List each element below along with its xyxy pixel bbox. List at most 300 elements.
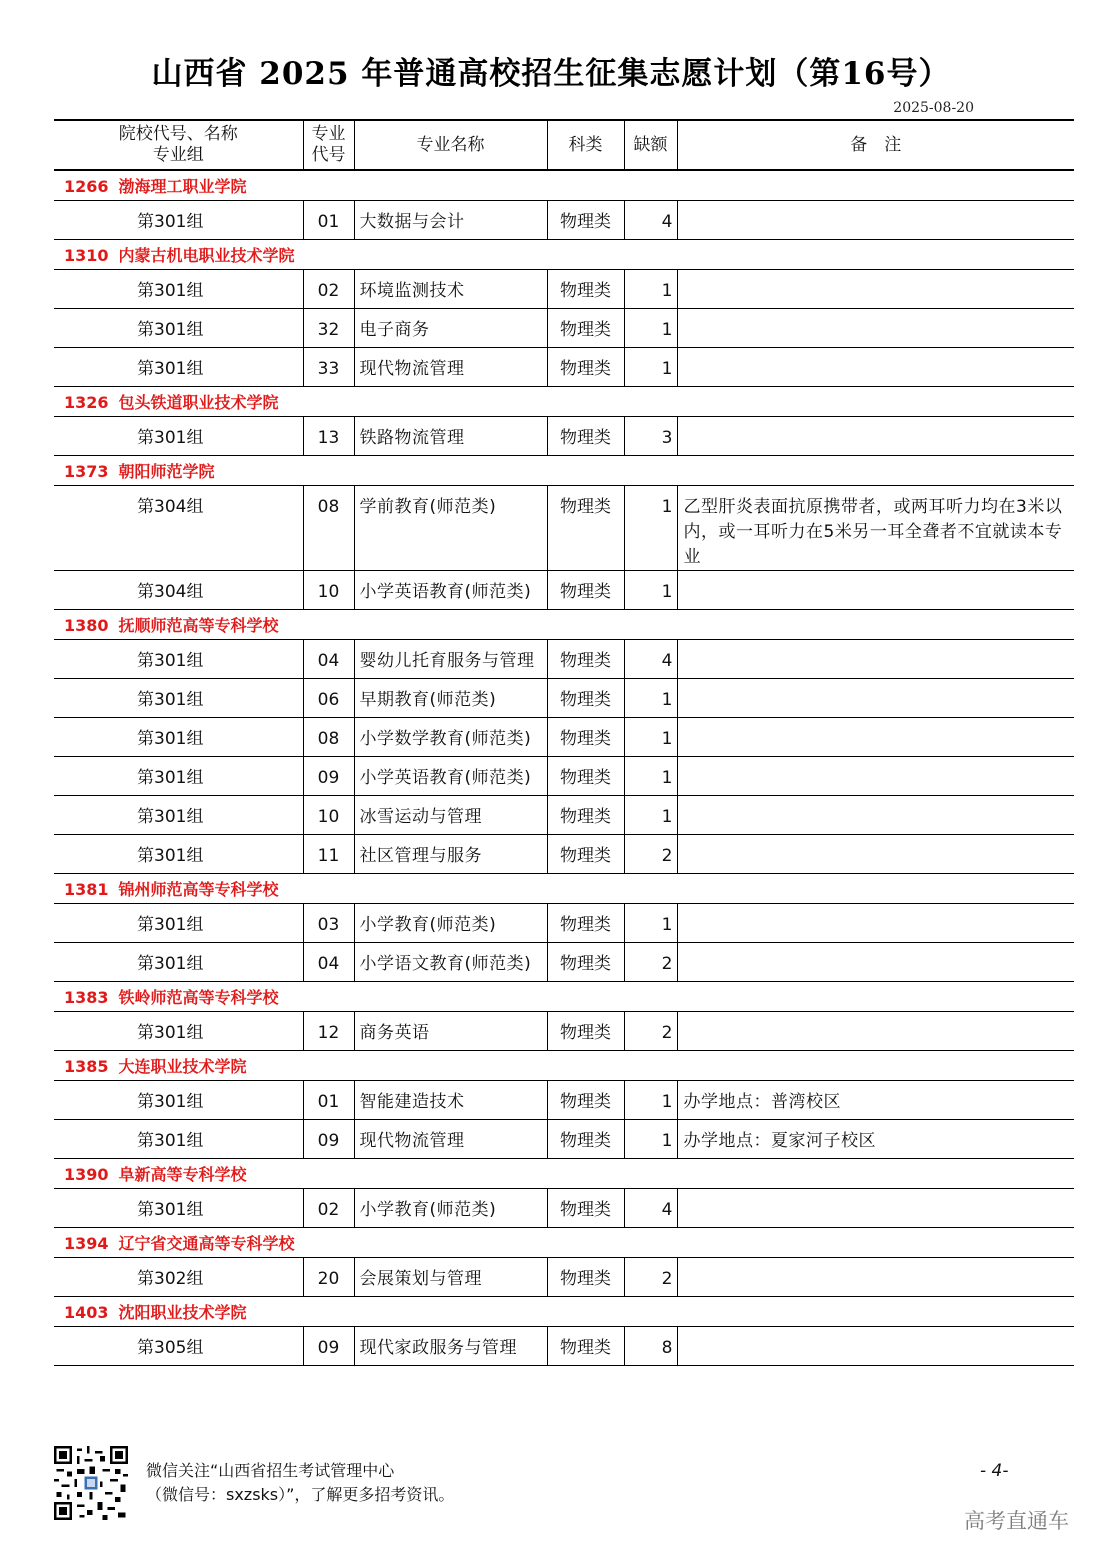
subject-category-cell	[547, 1327, 624, 1366]
subject-category-cell	[547, 835, 624, 874]
major-code-cell	[303, 486, 354, 571]
major-name-cell	[354, 757, 547, 796]
major-row	[54, 201, 1074, 240]
remark-cell	[677, 757, 1074, 796]
major-code-cell	[303, 201, 354, 240]
remark	[678, 718, 1075, 727]
major-group: 第301组	[137, 915, 204, 935]
major-group: 第302组	[137, 1269, 204, 1289]
major-group: 第301组	[137, 1131, 204, 1151]
remark: 办学地点：夏家河子校区	[683, 1131, 876, 1151]
vacancy-count: 4	[661, 212, 673, 232]
header-code-line2: 代号	[311, 145, 346, 165]
major-row	[54, 835, 1074, 874]
major-code: 33	[317, 359, 340, 379]
school-header-cell	[54, 1159, 1074, 1189]
subject-category: 物理类	[560, 729, 611, 749]
school-code: 1373	[64, 462, 109, 481]
subject-category-cell	[547, 904, 624, 943]
major-group-cell	[54, 640, 303, 679]
school-name: 抚顺师范高等专科学校	[118, 616, 279, 635]
remark	[678, 201, 1075, 210]
major-group-cell	[54, 270, 303, 309]
major-name: 铁路物流管理	[359, 428, 465, 448]
major-name: 学前教育(师范类)	[359, 497, 497, 517]
vacancy-count-cell	[624, 835, 677, 874]
header-school-line2: 专业组	[152, 145, 204, 165]
major-code-cell	[303, 796, 354, 835]
school-header-cell	[54, 240, 1074, 270]
footer-line1: 微信关注“山西省招生考试管理中心	[146, 1461, 395, 1480]
school-name: 渤海理工职业学院	[118, 177, 247, 196]
major-name: 社区管理与服务	[359, 846, 482, 866]
major-name: 婴幼儿托育服务与管理	[359, 651, 535, 671]
vacancy-count-cell	[624, 943, 677, 982]
remark-cell	[677, 201, 1074, 240]
major-group: 第301组	[137, 320, 204, 340]
major-group: 第301组	[137, 1200, 204, 1220]
subject-category: 物理类	[560, 359, 611, 379]
remark-cell	[677, 835, 1074, 874]
subject-category-cell	[547, 571, 624, 610]
subject-category-cell	[547, 679, 624, 718]
major-name-cell	[354, 309, 547, 348]
major-code: 01	[317, 1092, 340, 1112]
vacancy-count: 1	[661, 320, 673, 340]
remark	[678, 835, 1075, 844]
subject-category-cell	[547, 757, 624, 796]
subject-category: 物理类	[560, 428, 611, 448]
major-code: 10	[317, 582, 340, 602]
major-name-cell	[354, 1120, 547, 1159]
major-name: 早期教育(师范类)	[359, 690, 497, 710]
vacancy-count: 1	[661, 497, 673, 517]
remark-cell	[677, 1081, 1074, 1120]
header-school	[54, 120, 303, 170]
remark	[678, 943, 1075, 952]
subject-category: 物理类	[560, 1131, 611, 1151]
remark-cell	[677, 348, 1074, 387]
vacancy-count-cell	[624, 417, 677, 456]
major-name-cell	[354, 718, 547, 757]
major-group-cell	[54, 679, 303, 718]
subject-category-cell	[547, 348, 624, 387]
remark-cell	[677, 1327, 1074, 1366]
school-row	[54, 170, 1074, 201]
remark	[678, 1327, 1075, 1336]
remark-cell	[677, 486, 1074, 571]
major-code: 08	[317, 729, 340, 749]
subject-category-cell	[547, 943, 624, 982]
major-code: 04	[317, 954, 340, 974]
school-row	[54, 240, 1074, 270]
vacancy-count: 4	[661, 651, 673, 671]
subject-category: 物理类	[560, 582, 611, 602]
school-row	[54, 456, 1074, 486]
major-row	[54, 943, 1074, 982]
school-row	[54, 387, 1074, 417]
remark-cell	[677, 1258, 1074, 1297]
remark: 乙型肝炎表面抗原携带者，或两耳听力均在3米以内，或一耳听力在5米另一耳全聋者不宜就读本专业	[683, 497, 1063, 567]
major-group: 第305组	[137, 1338, 204, 1358]
major-name-cell	[354, 835, 547, 874]
major-code-cell	[303, 1081, 354, 1120]
school-name: 朝阳师范学院	[118, 462, 215, 481]
major-group-cell	[54, 309, 303, 348]
remark-cell	[677, 718, 1074, 757]
school-header-cell	[54, 1228, 1074, 1258]
school-header-cell	[54, 1051, 1074, 1081]
major-row	[54, 757, 1074, 796]
major-group: 第304组	[137, 582, 204, 602]
major-name-cell	[354, 486, 547, 571]
major-code-cell	[303, 571, 354, 610]
school-header-cell	[54, 170, 1074, 201]
major-name-cell	[354, 417, 547, 456]
vacancy-count: 4	[661, 1200, 673, 1220]
school-code: 1326	[64, 393, 109, 412]
header-code-line1: 专业	[311, 124, 346, 144]
remark-cell	[677, 309, 1074, 348]
major-name-cell	[354, 270, 547, 309]
major-code-cell	[303, 943, 354, 982]
remark	[678, 270, 1075, 279]
major-code: 09	[317, 768, 340, 788]
major-group-cell	[54, 718, 303, 757]
school-code: 1403	[64, 1303, 109, 1322]
major-row	[54, 640, 1074, 679]
major-code: 04	[317, 651, 340, 671]
subject-category-cell	[547, 796, 624, 835]
vacancy-count: 8	[661, 1338, 673, 1358]
subject-category-cell	[547, 270, 624, 309]
major-code: 02	[317, 1200, 340, 1220]
major-name: 小学英语教育(师范类)	[359, 768, 532, 788]
major-name-cell	[354, 679, 547, 718]
major-code-cell	[303, 1327, 354, 1366]
school-name: 内蒙古机电职业技术学院	[118, 246, 295, 265]
remark	[678, 1189, 1075, 1198]
vacancy-count: 1	[661, 281, 673, 301]
major-code-cell	[303, 270, 354, 309]
major-code-cell	[303, 309, 354, 348]
major-row	[54, 348, 1074, 387]
subject-category-cell	[547, 718, 624, 757]
major-row	[54, 571, 1074, 610]
major-row	[54, 417, 1074, 456]
subject-category-cell	[547, 1120, 624, 1159]
vacancy-count-cell	[624, 309, 677, 348]
major-code: 09	[317, 1131, 340, 1151]
vacancy-count: 3	[661, 428, 673, 448]
remark	[678, 757, 1075, 766]
vacancy-count-cell	[624, 348, 677, 387]
major-name: 小学教育(师范类)	[359, 915, 497, 935]
school-code: 1380	[64, 616, 109, 635]
subject-category-cell	[547, 1081, 624, 1120]
remark	[678, 571, 1075, 580]
school-row	[54, 1159, 1074, 1189]
school-header-cell	[54, 874, 1074, 904]
qr-code-icon	[54, 1446, 128, 1520]
subject-category-cell	[547, 486, 624, 571]
major-name: 小学数学教育(师范类)	[359, 729, 532, 749]
school-code: 1390	[64, 1165, 109, 1184]
remark-cell	[677, 270, 1074, 309]
vacancy-count-cell	[624, 1081, 677, 1120]
major-name-cell	[354, 1081, 547, 1120]
publish-date: 2025-08-20	[893, 100, 974, 116]
major-name-cell	[354, 201, 547, 240]
remark: 办学地点：普湾校区	[683, 1092, 841, 1112]
major-code-cell	[303, 640, 354, 679]
vacancy-count: 1	[661, 807, 673, 827]
vacancy-count-cell	[624, 1012, 677, 1051]
vacancy-count-cell	[624, 904, 677, 943]
school-code: 1381	[64, 880, 109, 899]
subject-category-cell	[547, 417, 624, 456]
school-name: 沈阳职业技术学院	[118, 1303, 247, 1322]
major-group: 第301组	[137, 651, 204, 671]
major-code: 12	[317, 1023, 340, 1043]
remark	[678, 1258, 1075, 1267]
vacancy-count-cell	[624, 1258, 677, 1297]
major-name: 会展策划与管理	[359, 1269, 482, 1289]
major-group: 第301组	[137, 846, 204, 866]
school-code: 1394	[64, 1234, 109, 1253]
major-group: 第301组	[137, 428, 204, 448]
major-name: 电子商务	[359, 320, 430, 340]
remark	[678, 1012, 1075, 1021]
remark-cell	[677, 417, 1074, 456]
major-row	[54, 1189, 1074, 1228]
watermark: 高考直通车	[964, 1509, 1069, 1533]
remark	[678, 309, 1075, 318]
subject-category: 物理类	[560, 1269, 611, 1289]
major-group: 第301组	[137, 212, 204, 232]
major-code: 02	[317, 281, 340, 301]
major-name: 环境监测技术	[359, 281, 465, 301]
major-group: 第301组	[137, 954, 204, 974]
major-name: 现代物流管理	[359, 359, 465, 379]
major-code: 20	[317, 1269, 340, 1289]
subject-category: 物理类	[560, 1338, 611, 1358]
vacancy-count: 1	[661, 915, 673, 935]
school-name: 阜新高等专科学校	[118, 1165, 247, 1184]
major-group-cell	[54, 757, 303, 796]
major-name-cell	[354, 1258, 547, 1297]
major-code-cell	[303, 1258, 354, 1297]
school-header-cell	[54, 1297, 1074, 1327]
major-name-cell	[354, 904, 547, 943]
major-row	[54, 679, 1074, 718]
major-row	[54, 1258, 1074, 1297]
vacancy-count-cell	[624, 796, 677, 835]
major-row	[54, 796, 1074, 835]
subject-category-cell	[547, 1012, 624, 1051]
vacancy-count: 1	[661, 1131, 673, 1151]
major-name: 现代家政服务与管理	[359, 1338, 517, 1358]
major-group-cell	[54, 417, 303, 456]
plan-table	[54, 119, 1074, 1366]
subject-category: 物理类	[560, 846, 611, 866]
school-name: 锦州师范高等专科学校	[118, 880, 279, 899]
major-code: 13	[317, 428, 340, 448]
vacancy-count: 2	[661, 1023, 673, 1043]
school-name: 包头铁道职业技术学院	[118, 393, 279, 412]
major-group: 第301组	[137, 359, 204, 379]
header-vacancy: 缺额	[624, 120, 677, 170]
major-code-cell	[303, 348, 354, 387]
major-name: 小学语文教育(师范类)	[359, 954, 532, 974]
header-school-line1: 院校代号、名称	[118, 124, 238, 144]
footer-wechat-notice	[146, 1459, 454, 1507]
subject-category: 物理类	[560, 212, 611, 232]
school-header-cell	[54, 610, 1074, 640]
major-group: 第301组	[137, 768, 204, 788]
subject-category-cell	[547, 640, 624, 679]
remark	[678, 904, 1075, 913]
major-group-cell	[54, 796, 303, 835]
major-code: 32	[317, 320, 340, 340]
school-row	[54, 874, 1074, 904]
major-name-cell	[354, 348, 547, 387]
major-code-cell	[303, 679, 354, 718]
school-name: 大连职业技术学院	[118, 1057, 247, 1076]
school-header-cell	[54, 982, 1074, 1012]
school-name: 辽宁省交通高等专科学校	[118, 1234, 295, 1253]
major-name: 小学英语教育(师范类)	[359, 582, 532, 602]
remark-cell	[677, 571, 1074, 610]
major-code: 03	[317, 915, 340, 935]
school-row	[54, 610, 1074, 640]
major-code-cell	[303, 1012, 354, 1051]
major-group: 第301组	[137, 807, 204, 827]
subject-category-cell	[547, 309, 624, 348]
header-note: 备 注	[677, 120, 1074, 170]
major-name: 冰雪运动与管理	[359, 807, 482, 827]
subject-category: 物理类	[560, 915, 611, 935]
major-row	[54, 718, 1074, 757]
subject-category: 物理类	[560, 1023, 611, 1043]
vacancy-count-cell	[624, 718, 677, 757]
school-code: 1310	[64, 246, 109, 265]
subject-category-cell	[547, 201, 624, 240]
subject-category: 物理类	[560, 281, 611, 301]
subject-category: 物理类	[560, 954, 611, 974]
major-row	[54, 904, 1074, 943]
vacancy-count-cell	[624, 571, 677, 610]
major-group-cell	[54, 1012, 303, 1051]
major-group-cell	[54, 1189, 303, 1228]
remark	[678, 640, 1075, 649]
vacancy-count: 1	[661, 690, 673, 710]
vacancy-count-cell	[624, 679, 677, 718]
header-code	[303, 120, 354, 170]
major-name: 小学教育(师范类)	[359, 1200, 497, 1220]
major-group-cell	[54, 486, 303, 571]
major-name-cell	[354, 1189, 547, 1228]
remark-cell	[677, 640, 1074, 679]
vacancy-count: 1	[661, 729, 673, 749]
major-group: 第301组	[137, 690, 204, 710]
vacancy-count: 1	[661, 1092, 673, 1112]
major-group-cell	[54, 1081, 303, 1120]
remark-cell	[677, 679, 1074, 718]
vacancy-count: 1	[661, 582, 673, 602]
major-row	[54, 270, 1074, 309]
school-name: 铁岭师范高等专科学校	[118, 988, 279, 1007]
major-name-cell	[354, 943, 547, 982]
vacancy-count-cell	[624, 1120, 677, 1159]
header-major-name: 专业名称	[354, 120, 547, 170]
major-code: 01	[317, 212, 340, 232]
school-code: 1385	[64, 1057, 109, 1076]
page-title: 山西省 2025 年普通高校招生征集志愿计划（第16号）	[151, 56, 951, 92]
major-row	[54, 1081, 1074, 1120]
subject-category: 物理类	[560, 497, 611, 517]
vacancy-count: 1	[661, 768, 673, 788]
major-code: 11	[317, 846, 340, 866]
subject-category: 物理类	[560, 1092, 611, 1112]
page-number: - 4-	[980, 1461, 1009, 1481]
vacancy-count-cell	[624, 1189, 677, 1228]
subject-category: 物理类	[560, 690, 611, 710]
major-row	[54, 486, 1074, 571]
vacancy-count-cell	[624, 486, 677, 571]
major-row	[54, 1012, 1074, 1051]
vacancy-count-cell	[624, 757, 677, 796]
major-group-cell	[54, 1327, 303, 1366]
table-header-row	[54, 120, 1074, 170]
major-row	[54, 1327, 1074, 1366]
school-header-cell	[54, 387, 1074, 417]
header-category: 科类	[547, 120, 624, 170]
vacancy-count-cell	[624, 1327, 677, 1366]
major-code-cell	[303, 417, 354, 456]
major-group-cell	[54, 904, 303, 943]
major-group: 第304组	[137, 497, 204, 517]
major-name-cell	[354, 796, 547, 835]
subject-category: 物理类	[560, 320, 611, 340]
school-row	[54, 1297, 1074, 1327]
major-name-cell	[354, 1012, 547, 1051]
subject-category-cell	[547, 1258, 624, 1297]
vacancy-count-cell	[624, 640, 677, 679]
major-name-cell	[354, 1327, 547, 1366]
major-group-cell	[54, 1258, 303, 1297]
vacancy-count-cell	[624, 201, 677, 240]
remark-cell	[677, 796, 1074, 835]
vacancy-count: 2	[661, 954, 673, 974]
major-name: 大数据与会计	[359, 212, 465, 232]
major-row	[54, 309, 1074, 348]
footer-line2: （微信号：sxzsks）”，了解更多招考资讯。	[146, 1485, 455, 1504]
school-header-cell	[54, 456, 1074, 486]
vacancy-count-cell	[624, 270, 677, 309]
subject-category: 物理类	[560, 807, 611, 827]
major-code: 10	[317, 807, 340, 827]
subject-category-cell	[547, 1189, 624, 1228]
remark	[678, 679, 1075, 688]
major-row	[54, 1120, 1074, 1159]
major-code-cell	[303, 1120, 354, 1159]
school-row	[54, 1228, 1074, 1258]
major-code-cell	[303, 904, 354, 943]
major-name: 智能建造技术	[359, 1092, 465, 1112]
subject-category: 物理类	[560, 1200, 611, 1220]
major-name-cell	[354, 571, 547, 610]
